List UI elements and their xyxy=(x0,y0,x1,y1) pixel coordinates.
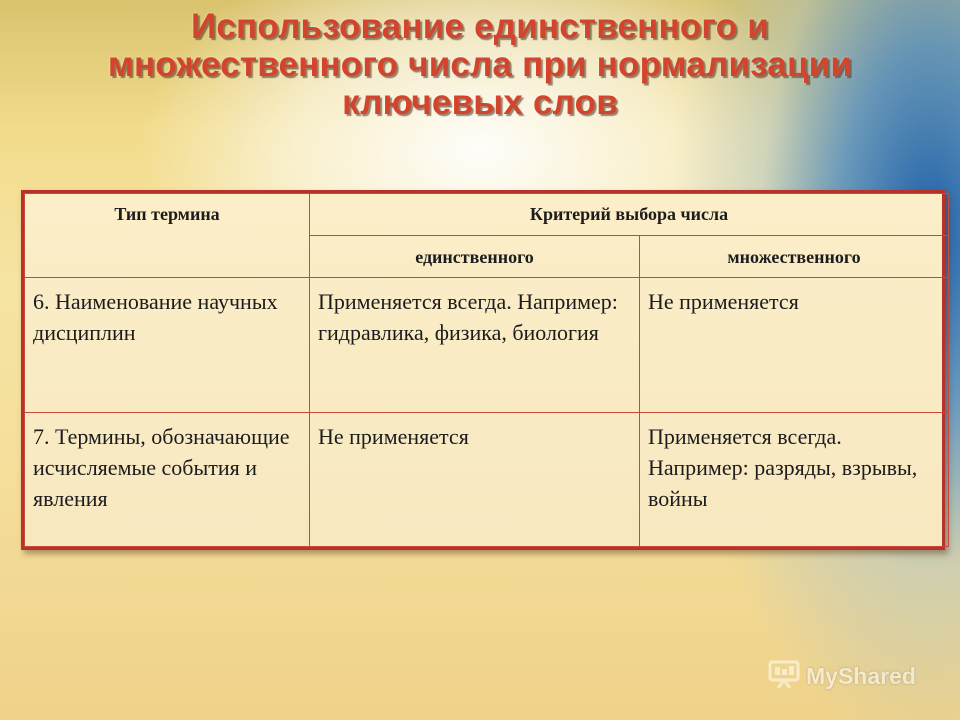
header-term-type: Тип термина xyxy=(25,194,310,278)
header-plural: множественного xyxy=(640,236,949,278)
watermark-text: MyShared xyxy=(806,662,916,689)
cell-text: Применяется всегда. Например: разряды, взрывы, войны xyxy=(648,424,918,511)
cell-text: Применяется всегда. Например: гидравлика, физика, биология xyxy=(318,289,618,345)
title-line-3: ключевых слов xyxy=(342,83,618,122)
cell-text: 6. Наименование научных дисциплин xyxy=(33,289,278,345)
cell-text: 7. Термины, обозначающие исчисляемые события и явления xyxy=(33,424,290,511)
row-term-type xyxy=(25,413,310,547)
row-plural xyxy=(640,278,949,413)
row-singular xyxy=(310,278,640,413)
header-singular: единственного xyxy=(310,236,640,278)
cell-text: Не применяется xyxy=(318,424,469,449)
table-row xyxy=(25,413,949,547)
cell-text: Не применяется xyxy=(648,289,799,314)
title-line-2: множественного числа при нормализации xyxy=(107,45,853,84)
row-term-type xyxy=(25,278,310,413)
title-line-1: Использование единственного и xyxy=(191,7,769,46)
header-criterion: Критерий выбора числа xyxy=(310,194,949,236)
number-criteria-table xyxy=(21,190,945,550)
watermark xyxy=(768,656,928,696)
presentation-board-icon xyxy=(768,659,800,694)
row-singular xyxy=(310,413,640,547)
table-row xyxy=(25,278,949,413)
slide-title xyxy=(0,8,960,122)
row-plural xyxy=(640,413,949,547)
